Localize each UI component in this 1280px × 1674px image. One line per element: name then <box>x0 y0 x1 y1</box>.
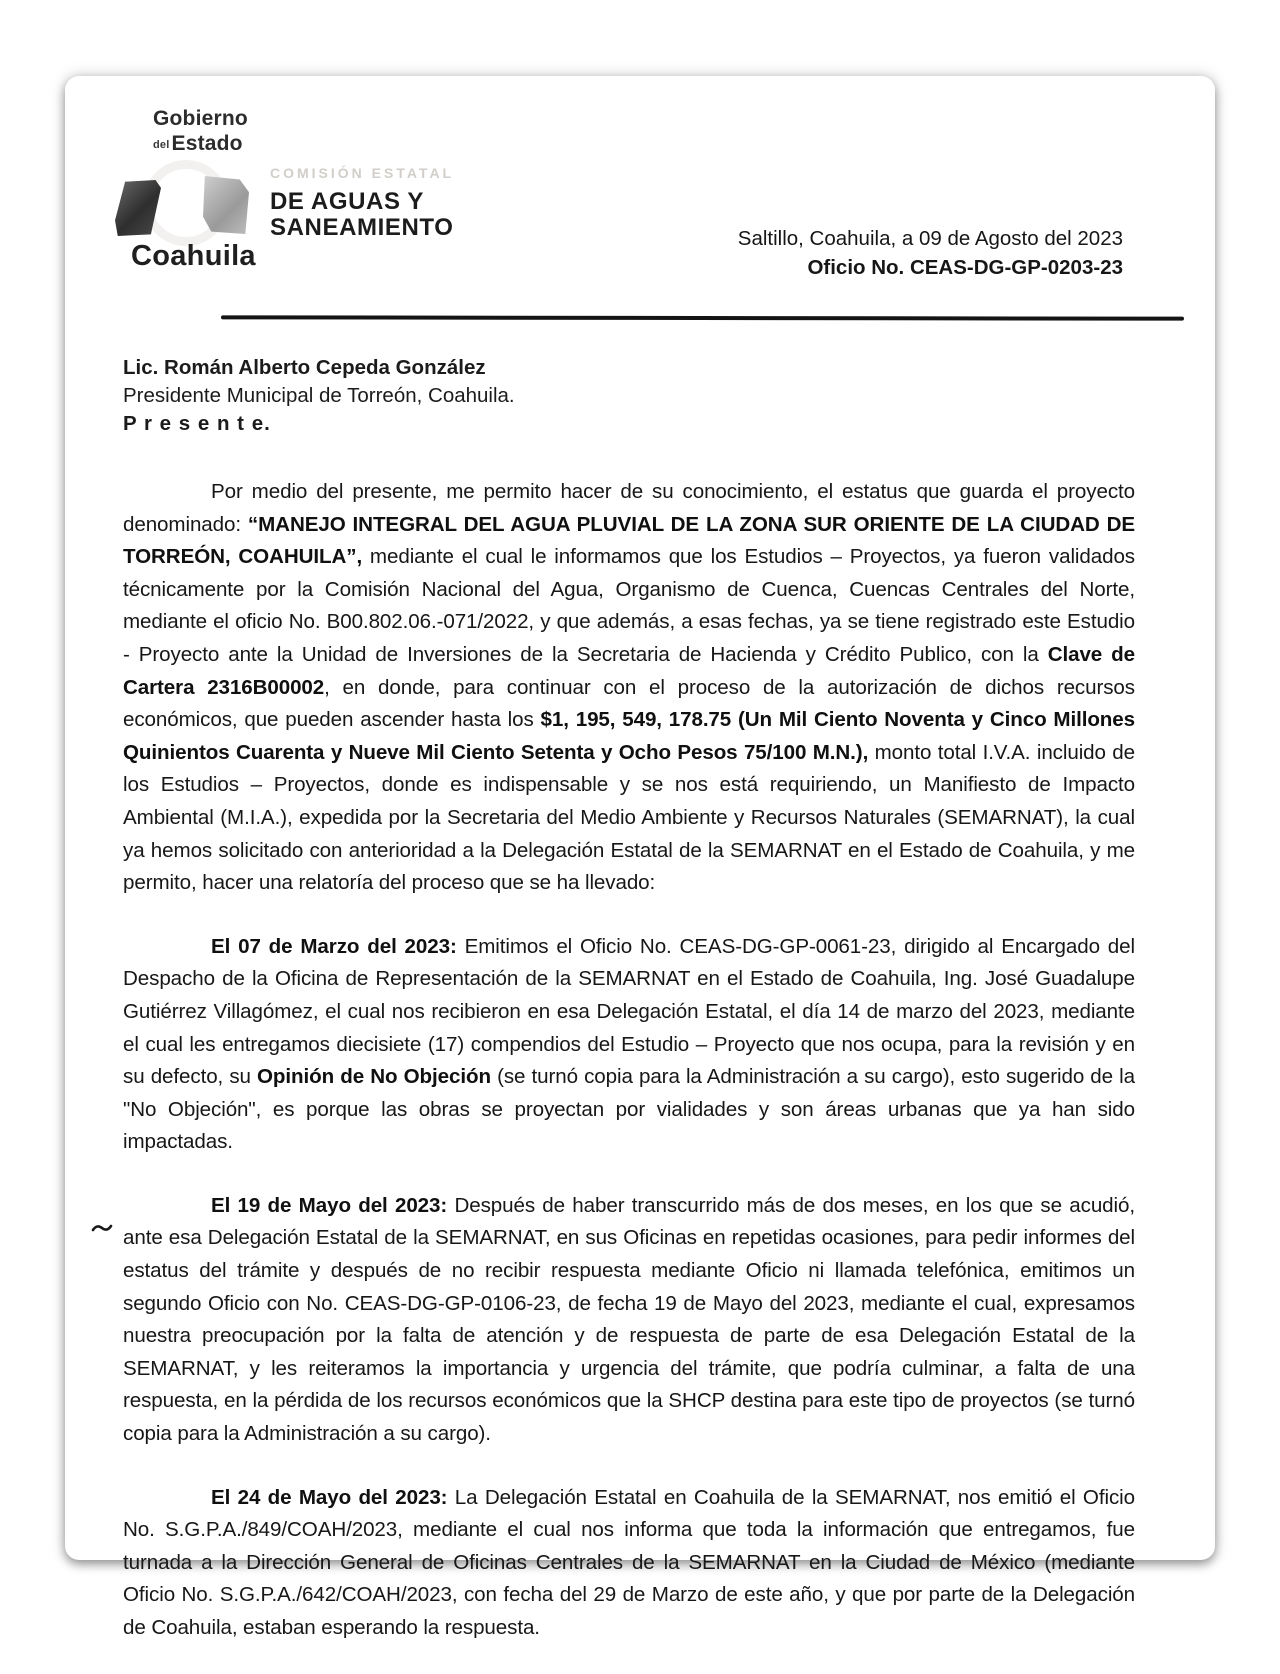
text-run: La Delegación Estatal en Coahuila de la SEMARNAT, nos emitió el Oficio No. S.G.P.A./849/COAH/2023, mediante el cual nos informa que toda la información que entregamos, fue turnada a la Dirección General de Oficinas Centrales de la SEMARNAT en la Ciudad de México (mediante Oficio No. S.G.P.A./642/COAH/2023, con fecha del 29 de Marzo de este año, y que por parte de la Delegación de Coahuila, estaban esperando la respuesta. <box>123 1485 1135 1639</box>
text-run: mediante el cual le informamos que los Estudios – Proyectos, ya fueron validados técnicamente por la Comisión Nacional del Agua, Organismo de Cuenca, Cuencas Centrales del Norte, mediante el oficio No. B00.802.06.-071/2022, y que además, a esas fechas, ya se tiene registrado este Estudio - Proyecto ante la Unidad de Inversiones de la Secretaria de Hacienda y Crédito Publico, con la <box>123 545 1135 666</box>
recipient-name: Lic. Román Alberto Cepeda González <box>123 356 486 379</box>
text-run: , en donde, para continuar con el proceso de la autorización de dichos recursos económicos, que pueden ascender hasta los <box>123 675 1135 732</box>
bold-text-run: “MANEJO INTEGRAL DEL AGUA PLUVIAL DE LA ZONA SUR ORIENTE DE LA CIUDAD DE TORREÓN, COAHUILA”, <box>123 512 1135 569</box>
scanned-letter-page <box>65 76 1215 1639</box>
letter-paragraph <box>123 1190 1135 1451</box>
oficio-number: Oficio No. CEAS-DG-GP-0203-23 <box>807 256 1123 279</box>
recipient-salutation: P r e s e n t e. <box>123 412 271 435</box>
text-run: monto total I.V.A. incluido de los Estudios – Proyectos, donde es indispensable y se nos está requiriendo, un Manifiesto de Impacto Ambiental (M.I.A.), expedida por la Secretaria del Medio Ambiente y Recursos Naturales (SEMARNAT), la cual ya hemos solicitado con anterioridad a la Delegación Estatal de la SEMARNAT en el Estado de Coahuila, y me permito, hacer una relatoría del proceso que se ha llevado: <box>123 740 1135 895</box>
agency-line-1: DE AGUAS Y <box>270 188 425 215</box>
state-name: Coahuila <box>131 240 256 272</box>
agency-line-2: SANEAMIENTO <box>270 214 454 241</box>
handwritten-check-mark <box>91 1222 113 1234</box>
bold-text-run: Clave de Cartera 2316B00002 <box>123 642 1135 699</box>
date-line: Saltillo, Coahuila, a 09 de Agosto del 2023 <box>737 227 1123 250</box>
recipient-title: Presidente Municipal de Torreón, Coahuila. <box>123 384 515 407</box>
letter-paragraph <box>123 1482 1135 1645</box>
letter-paragraph <box>123 931 1135 1159</box>
government-logo-del: del <box>153 139 170 151</box>
bold-text-run: El 24 de Mayo del 2023: <box>211 1485 455 1509</box>
text-run: (se turnó copia para la Administración a su cargo), esto sugerido de la "No Objeción", es porque las obras se proyectan por vialidades y son áreas urbanas que ya han sido impactadas. <box>123 1065 1135 1154</box>
letter-paragraph <box>123 476 1135 900</box>
bold-text-run: El 19 de Mayo del 2023: <box>211 1193 455 1217</box>
bold-text-run: El 07 de Marzo del 2023: <box>211 934 465 958</box>
text-run: Por medio del presente, me permito hacer de su conocimiento, el estatus que guarda el proyecto denominado: <box>123 480 1135 536</box>
letter-body <box>65 76 1215 1645</box>
government-logo-line1: Gobierno <box>153 107 248 130</box>
bold-text-run: Opinión de No Objeción <box>257 1065 491 1089</box>
paragraphs-container <box>123 476 1135 1645</box>
bold-text-run: $1, 195, 549, 178.75 (Un Mil Ciento Noventa y Cinco Millones Quinientos Cuarenta y Nueve Mil Ciento Setenta y Ocho Pesos 75/100 M.N.), <box>123 708 1135 764</box>
text-run: Emitimos el Oficio No. CEAS-DG-GP-0061-23, dirigido al Encargado del Despacho de la Oficina de Representación de la SEMARNAT en el Estado de Coahuila, Ing. José Guadalupe Gutiérrez Villagómez, el cual nos recibieron en esa Delegación Estatal, el día 14 de marzo del 2023, mediante el cual les entregamos diecisiete (17) compendios del Estudio – Proyecto que nos ocupa, para la revisión y en su defecto, su <box>123 934 1135 1089</box>
recipient-block <box>123 76 1135 438</box>
agency-faint-line: COMISIÓN ESTATAL <box>270 165 455 181</box>
text-run: Después de haber transcurrido más de dos meses, en los que se acudió, ante esa Delegación Estatal de la SEMARNAT, en sus Oficinas en repetidas ocasiones, para pedir informes del estatus del trámite y después de no recibir respuesta mediante Oficio ni llamada telefónica, emitimos un segundo Oficio con No. CEAS-DG-GP-0106-23, de fecha 19 de Mayo del 2023, mediante el cual, expresamos nuestra preocupación por la falta de atención y de respuesta de parte de esa Delegación Estatal de la SEMARNAT, y les reiteramos la importancia y urgencia del trámite, que podría culminar, a falta de una respuesta, en la pérdida de los recursos económicos que la SHCP destina para este tipo de proyectos (se turnó copia para la Administración a su cargo). <box>123 1193 1135 1446</box>
government-logo-estado: Estado <box>171 132 243 155</box>
